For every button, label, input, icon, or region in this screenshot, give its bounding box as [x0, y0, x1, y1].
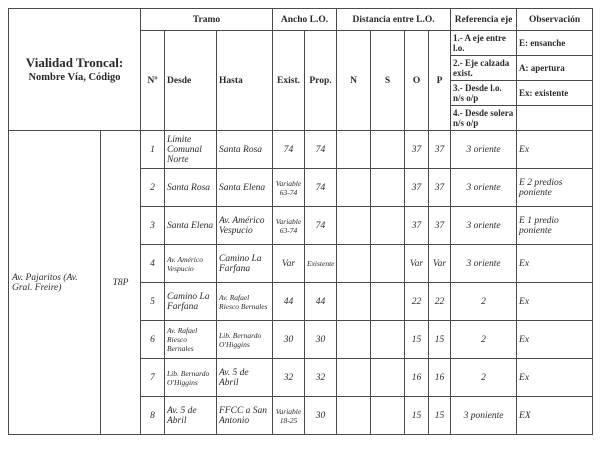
ref-legend-3: 3.- Desde l.o. n/s o/p	[451, 81, 517, 106]
row-exist: 74	[273, 131, 305, 169]
row-s	[371, 283, 405, 321]
row-p: Var	[429, 245, 451, 283]
row-number: 5	[141, 283, 165, 321]
row-obs: Ex	[517, 359, 593, 397]
row-ref: 3 oriente	[451, 131, 517, 169]
row-desde: Av. Rafael Riesco Bernales	[165, 321, 217, 359]
row-ref: 2	[451, 283, 517, 321]
row-obs: Ex	[517, 283, 593, 321]
row-prop: 74	[305, 131, 337, 169]
row-o: 37	[405, 131, 429, 169]
row-o: 37	[405, 207, 429, 245]
row-obs: Ex	[517, 131, 593, 169]
row-obs: Ex	[517, 321, 593, 359]
row-prop: Existente	[305, 245, 337, 283]
row-desde: Av. 5 de Abril	[165, 397, 217, 435]
row-s	[371, 169, 405, 207]
row-s	[371, 245, 405, 283]
row-desde: Av. Américo Vespucio	[165, 245, 217, 283]
row-ref: 2	[451, 359, 517, 397]
ref-legend-1: 1.- A eje entre l.o.	[451, 31, 517, 56]
row-hasta: FFCC a San Antonio	[217, 397, 273, 435]
row-s	[371, 131, 405, 169]
row-n	[337, 245, 371, 283]
row-prop: 30	[305, 321, 337, 359]
n-header: Nº	[141, 31, 165, 131]
row-exist: 30	[273, 321, 305, 359]
row-ref: 2	[451, 321, 517, 359]
row-prop: 30	[305, 397, 337, 435]
row-hasta: Santa Rosa	[217, 131, 273, 169]
ancho-header: Ancho L.O.	[273, 9, 337, 31]
row-hasta: Santa Elena	[217, 169, 273, 207]
p-dist-header: P	[429, 31, 451, 131]
row-number: 4	[141, 245, 165, 283]
row-p: 37	[429, 131, 451, 169]
o-dist-header: O	[405, 31, 429, 131]
row-s	[371, 207, 405, 245]
row-n	[337, 169, 371, 207]
ref-legend-2: 2.- Eje calzada exist.	[451, 56, 517, 81]
via-code: T8P	[101, 131, 141, 435]
row-exist: 32	[273, 359, 305, 397]
row-exist: Variable 63-74	[273, 169, 305, 207]
row-number: 6	[141, 321, 165, 359]
row-p: 37	[429, 169, 451, 207]
row-hasta: Camino La Farfana	[217, 245, 273, 283]
obs-legend-1: E: ensanche	[517, 31, 593, 56]
row-o: 15	[405, 321, 429, 359]
row-ref: 3 oriente	[451, 169, 517, 207]
prop-header: Prop.	[305, 31, 337, 131]
row-prop: 74	[305, 207, 337, 245]
row-desde: Santa Rosa	[165, 169, 217, 207]
row-n	[337, 397, 371, 435]
row-o: 37	[405, 169, 429, 207]
row-exist: Variable 18-25	[273, 397, 305, 435]
row-s	[371, 359, 405, 397]
row-n	[337, 321, 371, 359]
header-group-row	[9, 9, 593, 31]
vialidad-table	[8, 8, 593, 435]
row-s	[371, 321, 405, 359]
row-p: 16	[429, 359, 451, 397]
row-obs: E 1 predio poniente	[517, 207, 593, 245]
title-cell	[9, 9, 141, 131]
row-hasta: Av. 5 de Abril	[217, 359, 273, 397]
row-desde: Camino La Farfana	[165, 283, 217, 321]
row-prop: 44	[305, 283, 337, 321]
row-p: 15	[429, 397, 451, 435]
row-number: 1	[141, 131, 165, 169]
obs-legend-empty	[517, 106, 593, 131]
desde-header: Desde	[165, 31, 217, 131]
row-exist: Var	[273, 245, 305, 283]
n-dist-header: N	[337, 31, 371, 131]
obs-legend-2: A: apertura	[517, 56, 593, 81]
row-n	[337, 283, 371, 321]
row-hasta: Lib. Bernardo O'Higgins	[217, 321, 273, 359]
tramo-header: Tramo	[141, 9, 273, 31]
row-prop: 32	[305, 359, 337, 397]
row-ref: 3 poniente	[451, 397, 517, 435]
row-hasta: Av. Rafael Riesco Bernales	[217, 283, 273, 321]
row-number: 7	[141, 359, 165, 397]
row-n	[337, 207, 371, 245]
title-line1: Vialidad Troncal:	[25, 54, 124, 70]
ref-legend-4: 4.- Desde solera n/s o/p	[451, 106, 517, 131]
obs-legend-3: Ex: existente	[517, 81, 593, 106]
row-desde: Santa Elena	[165, 207, 217, 245]
row-p: 37	[429, 207, 451, 245]
row-n	[337, 359, 371, 397]
row-prop: 74	[305, 169, 337, 207]
row-s	[371, 397, 405, 435]
row-p: 15	[429, 321, 451, 359]
row-number: 3	[141, 207, 165, 245]
row-o: 16	[405, 359, 429, 397]
table-row	[9, 131, 593, 169]
row-number: 8	[141, 397, 165, 435]
document-page	[8, 8, 593, 435]
row-obs: Ex	[517, 245, 593, 283]
row-obs: E 2 predios poniente	[517, 169, 593, 207]
row-p: 22	[429, 283, 451, 321]
row-exist: 44	[273, 283, 305, 321]
row-number: 2	[141, 169, 165, 207]
row-o: 22	[405, 283, 429, 321]
hasta-header: Hasta	[217, 31, 273, 131]
row-exist: Variable 63-74	[273, 207, 305, 245]
row-desde: Lib. Bernardo O'Higgins	[165, 359, 217, 397]
via-name: Av. Pajaritos (Av. Gral. Freire)	[9, 131, 101, 435]
observacion-header: Observación	[517, 9, 593, 31]
row-ref: 3 oriente	[451, 207, 517, 245]
row-desde: Límite Comunal Norte	[165, 131, 217, 169]
row-o: 15	[405, 397, 429, 435]
row-o: Var	[405, 245, 429, 283]
title-line2: Nombre Vía, Código	[28, 71, 121, 83]
s-dist-header: S	[371, 31, 405, 131]
row-n	[337, 131, 371, 169]
referencia-header: Referencia eje	[451, 9, 517, 31]
row-hasta: Av. Américo Vespucio	[217, 207, 273, 245]
row-obs: EX	[517, 397, 593, 435]
row-ref: 3 oriente	[451, 245, 517, 283]
exist-header: Exist.	[273, 31, 305, 131]
distancia-header: Distancia entre L.O.	[337, 9, 451, 31]
